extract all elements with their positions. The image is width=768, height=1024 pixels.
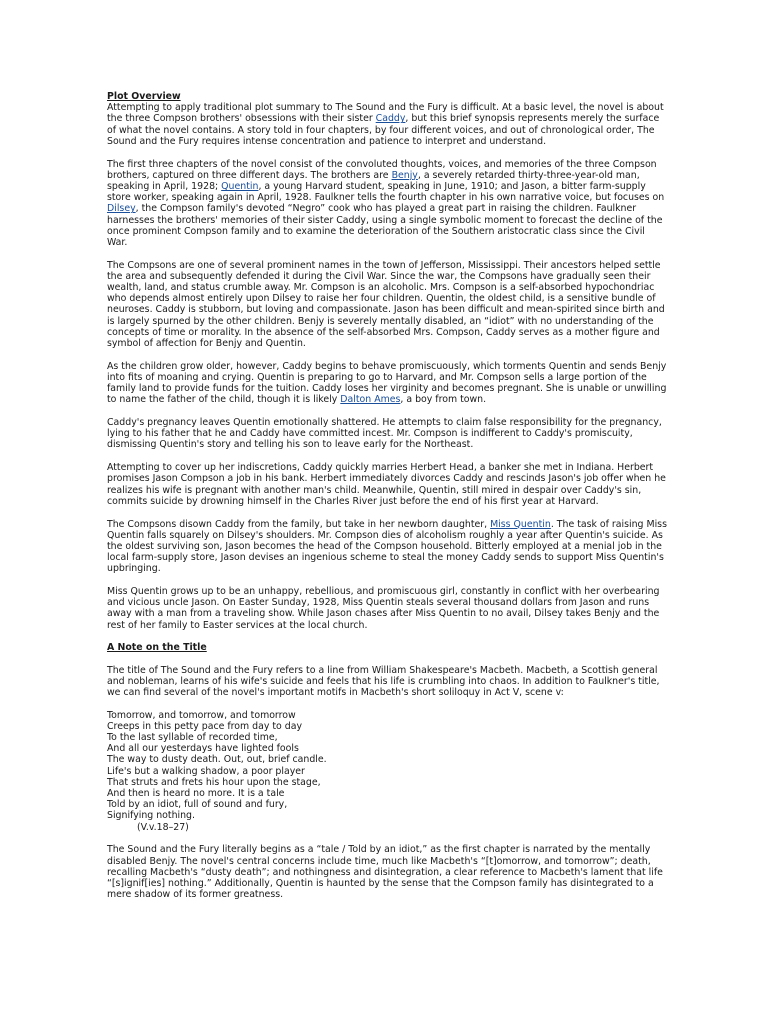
paragraph-6: Attempting to cover up her indiscretions, Caddy quickly marries Herbert Head, a banker she met in Indiana. Herbert promises Jason Compson a job in his bank. Herbert immediately divorces Caddy and rescinds Jason's job offer when he realizes his wife is pregnant with another man's child. Meanwhile, Quentin, still mired in despair over Caddy's sin, commits suicide by drowning himself in the Charles River just before the end of his first year at Harvard. — [107, 462, 666, 507]
paragraph-7-text-b: . The task of raising Miss Quentin falls squarely on Dilsey's shoulders. Mr. Compson dies of alcoholism roughly a year after Quentin's suicide. As the oldest surviving son, Jason becomes the head of the Compson household. Bitterly employed at a menial job in the local farm-supply store, Jason devises an ingenious scheme to steal the money Caddy sends to support Miss Quentin's upbringing. — [107, 518, 667, 575]
paragraph-2 — [107, 159, 668, 249]
link-benjy[interactable]: Benjy — [391, 169, 418, 181]
link-quentin[interactable]: Quentin — [221, 180, 259, 192]
paragraph-3: The Compsons are one of several prominent names in the town of Jefferson, Mississippi. Their ancestors helped settle the area and subsequently defended it during the Civil War. Since the war, the Compsons have gradually seen their wealth, land, and status crumble away. Mr. Compson is an alcoholic. Mrs. Compson is a self-absorbed hypochondriac who depends almost entirely upon Dilsey to raise her four children. Quentin, the oldest child, is a sensitive bundle of neuroses. Caddy is stubborn, but loving and compassionate. Jason has been difficult and mean-spirited since birth and is largely spurned by the other children. Benjy is severely mentally disabled, an “idiot” with no understanding of the concepts of time or morality. In the absence of the self-absorbed Mrs. Compson, Caddy serves as a mother figure and symbol of affection for Benjy and Quentin. — [107, 259, 665, 350]
poem-quote — [107, 710, 668, 833]
paragraph-1-text-b: , but this brief synopsis represents merely the surface of what the novel contains. A story told in four chapters, by four different voices, and out of chronological order, The Sound and the Fury requires intense concentration and patience to interpret and understand. — [107, 113, 660, 147]
link-miss-quentin[interactable]: Miss Quentin — [490, 518, 551, 530]
poem-line: That struts and frets his hour upon the stage, — [107, 776, 321, 788]
paragraph-4-text-a: As the children grow older, however, Caddy begins to behave promiscuously, which torments Quentin and sends Benjy into fits of moaning and crying. Quentin is preparing to go to Harvard, and Mr. Compson sells a large portion of the family land to provide funds for the tuition. Caddy loses her virginity and becomes pregnant. She is unable or unwilling to name the father of the child, though it is likely — [107, 360, 667, 406]
paragraph-10: The Sound and the Fury literally begins as a “tale / Told by an idiot,” as the first chapter is narrated by the mentally disabled Benjy. The novel's central concerns include time, much like Macbeth's “[t]omorrow, and tomorrow”; death, recalling Macbeth's “dusty death”; and nothingness and disintegration, a clear reference to Macbeth's lament that life “[s]ignif[ies] nothing.” Additionally, Quentin is haunted by the sense that the Compson family has disintegrated to a mere shadow of its former greatness. — [107, 844, 663, 901]
link-dilsey[interactable]: Dilsey — [107, 203, 136, 215]
paragraph-7-text-a: The Compsons disown Caddy from the family, but take in her newborn daughter, — [107, 518, 491, 530]
heading-note-on-title: A Note on the Title — [107, 642, 207, 654]
paragraph-1 — [107, 102, 668, 147]
poem-line: Tomorrow, and tomorrow, and tomorrow — [107, 709, 296, 721]
paragraph-4 — [107, 361, 668, 406]
heading-plot-overview: Plot Overview — [107, 91, 181, 102]
poem-citation: (V.v.18–27) — [137, 821, 189, 833]
poem-line: Creeps in this petty pace from day to day — [107, 720, 303, 732]
paragraph-2-text-c: , a young Harvard student, speaking in June, 1910; and Jason, a bitter farm-supply store worker, speaking again in April, 1928. Faulkner tells the fourth chapter in his own narrative voice, but focuses on — [107, 180, 665, 204]
poem-line: And then is heard no more. It is a tale — [107, 788, 285, 800]
paragraph-2-text-a: The first three chapters of the novel consist of the convoluted thoughts, voices, and memories of the three Compson brothers, captured on three different days. The brothers are — [107, 158, 657, 181]
poem-line: And all our yesterdays have lighted fools — [107, 743, 299, 755]
paragraph-2-text-d: , the Compson family's devoted “Negro” cook who has played a great part in raising the children. Faulkner harnesses the brothers' memories of their sister Caddy, using a single symbolic moment to forecast the decline of the once prominent Compson family and to examine the deterioration of the Southern aristocratic class since the Civil War. — [107, 203, 663, 248]
poem-line: The way to dusty death. Out, out, brief candle. — [107, 754, 327, 766]
paragraph-2-text-b: , a severely retarded thirty-three-year-old man, speaking in April, 1928; — [107, 169, 640, 192]
paragraph-5: Caddy's pregnancy leaves Quentin emotionally shattered. He attempts to claim false responsibility for the pregnancy, lying to his father that he and Caddy have committed incest. Mr. Compson is indifferent to Caddy's promiscuity, dismissing Quentin's story and telling his son to leave early for the Northeast. — [107, 417, 662, 451]
paragraph-1-text-a: Attempting to apply traditional plot summary to The Sound and the Fury is difficult. At a basic level, the novel is about the three Compson brothers' obsessions with their sister — [107, 102, 664, 125]
paragraph-8: Miss Quentin grows up to be an unhappy, rebellious, and promiscuous girl, constantly in conflict with her overbearing and vicious uncle Jason. On Easter Sunday, 1928, Miss Quentin steals several thousand dollars from Jason and runs away with a man from a traveling show. While Jason chases after Miss Quentin to no avail, Dilsey takes Benjy and the rest of her family to Easter services at the local church. — [107, 586, 660, 631]
paragraph-7 — [107, 519, 668, 575]
link-dalton-ames[interactable]: Dalton Ames — [340, 394, 401, 406]
poem-line: Signifying nothing. — [107, 810, 195, 822]
poem-line: Told by an idiot, full of sound and fury, — [107, 799, 288, 811]
poem-line: Life's but a walking shadow, a poor player — [107, 765, 305, 777]
poem-line: To the last syllable of recorded time, — [107, 732, 278, 744]
paragraph-9: The title of The Sound and the Fury refers to a line from William Shakespeare's Macbeth. Macbeth, a Scottish general and nobleman, learns of his wife's suicide and feels that his life is crumbling into chaos. In addition to Faulkner's title, we can find several of the novel's important motifs in Macbeth's short soliloquy in Act V, scene v: — [107, 664, 660, 698]
link-caddy[interactable]: Caddy — [375, 113, 406, 125]
paragraph-4-text-b: , a boy from town. — [400, 394, 487, 406]
